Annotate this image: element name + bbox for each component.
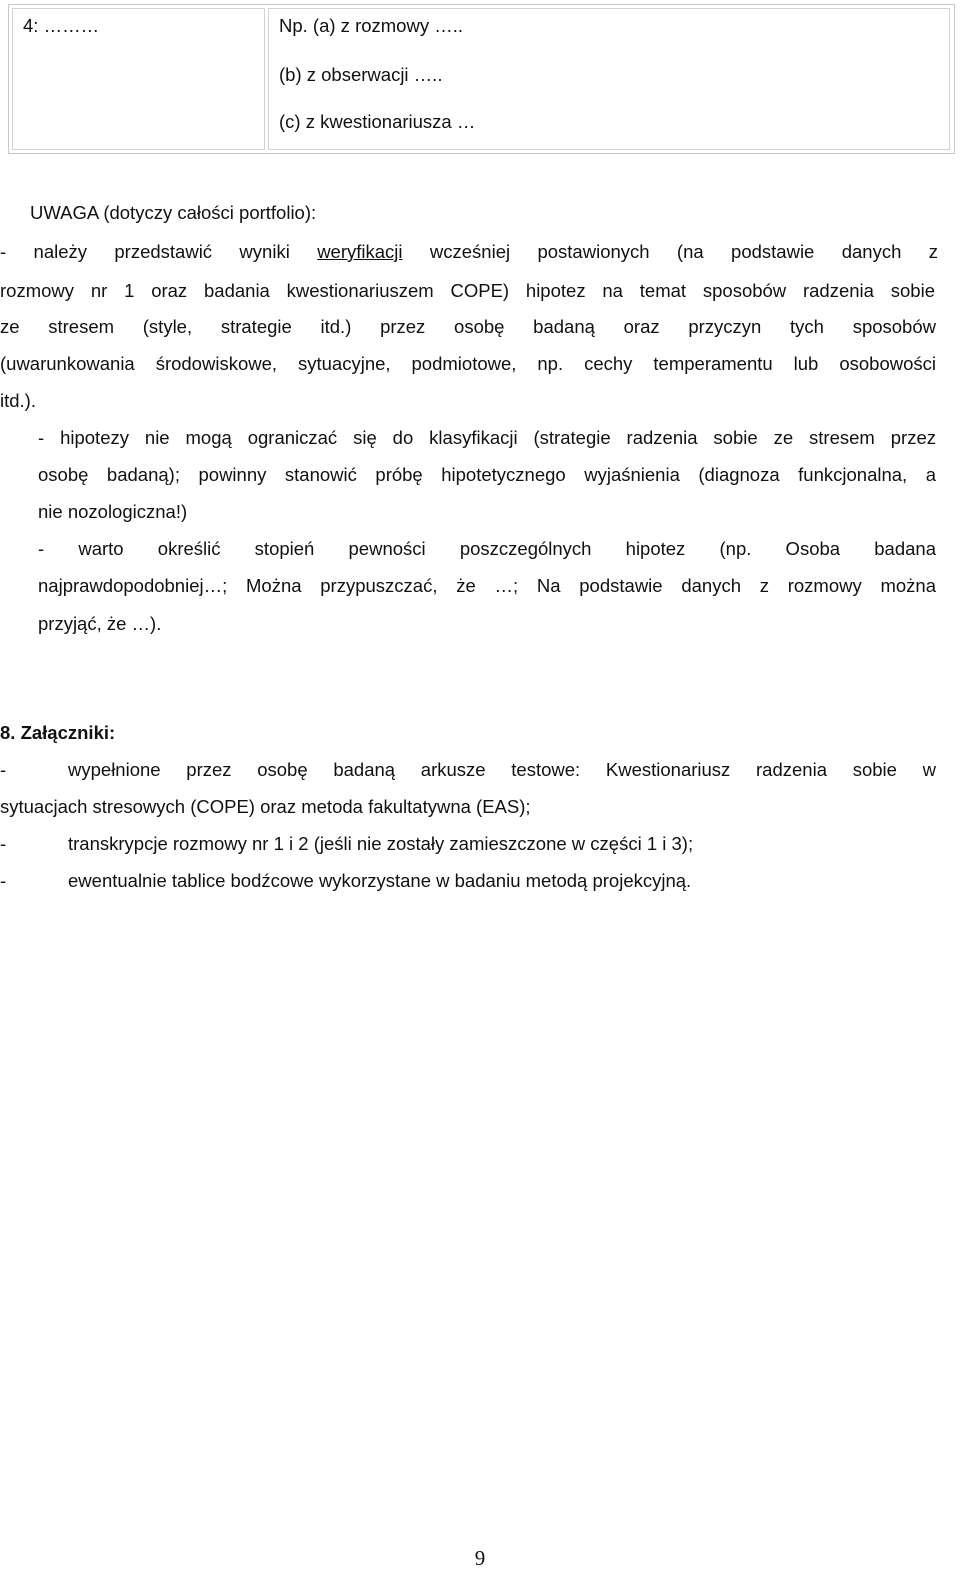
attachment-2-dash: - bbox=[0, 833, 7, 854]
cell-label-text: 4: ……… bbox=[23, 15, 100, 36]
attachment-1-dash: - bbox=[0, 759, 7, 780]
uwaga-heading: UWAGA (dotyczy całości portfolio): bbox=[30, 202, 317, 223]
section-title: Załączniki: bbox=[20, 722, 116, 743]
table-cell-examples bbox=[268, 8, 950, 150]
example-line-b: (b) z obserwacji ….. bbox=[279, 64, 443, 85]
example-line-c: (c) z kwestionariusza … bbox=[279, 111, 476, 132]
uwaga-p2-line1: - hipotezy nie mogą ograniczać się do klasyfikacji (strategie radzenia sobie ze stresem przez bbox=[38, 427, 936, 448]
uwaga-p3-line1: - warto określić stopień pewności poszczególnych hipotez (np. Osoba badana bbox=[38, 538, 936, 559]
uwaga-p2-line3: nie nozologiczna!) bbox=[38, 501, 188, 522]
attachment-3-dash: - bbox=[0, 870, 7, 891]
uwaga-p3-line2: najprawdopodobniej…; Można przypuszczać, że …; Na podstawie danych z rozmowy można bbox=[38, 575, 936, 596]
uwaga-p1-line1: - należy przedstawić wyniki weryfikacji wcześniej postawionych (na podstawie danych z bbox=[0, 241, 938, 262]
uwaga-p1-line4: (uwarunkowania środowiskowe, sytuacyjne, podmiotowe, np. cechy temperamentu lub osobowości bbox=[0, 353, 936, 374]
uwaga-p3-line3: przyjąć, że …). bbox=[38, 613, 162, 634]
attachment-1-line1: wypełnione przez osobę badaną arkusze testowe: Kwestionariusz radzenia sobie w bbox=[68, 759, 936, 780]
uwaga-p1-line5: itd.). bbox=[0, 390, 36, 411]
attachment-3-line1: ewentualnie tablice bodźcowe wykorzystane w badaniu metodą projekcyjną. bbox=[68, 870, 692, 891]
underlined-word: weryfikacji bbox=[317, 241, 403, 262]
section-8-heading bbox=[0, 722, 115, 744]
info-table bbox=[8, 4, 955, 154]
attachment-1-line2: sytuacjach stresowych (COPE) oraz metoda fakultatywna (EAS); bbox=[0, 796, 531, 817]
table-cell-label bbox=[12, 8, 265, 150]
attachment-2-line1: transkrypcje rozmowy nr 1 i 2 (jeśli nie zostały zamieszczone w części 1 i 3); bbox=[68, 833, 694, 854]
uwaga-p1-line3: ze stresem (style, strategie itd.) przez osobę badaną oraz przyczyn tych sposobów bbox=[0, 316, 936, 337]
uwaga-p2-line2: osobę badaną); powinny stanowić próbę hipotetycznego wyjaśnienia (diagnoza funkcjonalna, a bbox=[38, 464, 936, 485]
page-number: 9 bbox=[474, 1546, 486, 1570]
uwaga-p1-line2: rozmowy nr 1 oraz badania kwestionariuszem COPE) hipotez na temat sposobów radzenia sobie bbox=[0, 280, 935, 301]
example-line-a: Np. (a) z rozmowy ….. bbox=[279, 15, 463, 36]
section-number: 8. bbox=[0, 722, 16, 743]
